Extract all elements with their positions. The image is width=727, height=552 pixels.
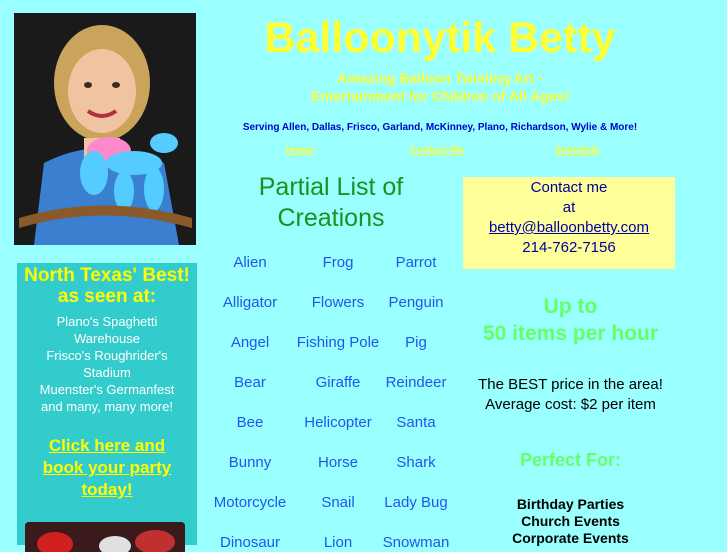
tagline-line-1: Amazing Balloon Twisting Art -: [337, 70, 543, 86]
creations-heading-line-1: Partial List of: [258, 173, 404, 201]
creation-item: Santa: [396, 414, 436, 431]
creation-item: Snail: [321, 494, 355, 511]
creation-item: Angel: [230, 334, 270, 351]
items-per-hour: [463, 293, 678, 347]
event-item: Church Events: [521, 513, 620, 529]
sidebar-heading-line-2: as seen at:: [57, 286, 157, 307]
venue-line: Muenster's Germanfest: [39, 382, 175, 397]
creation-item: Shark: [396, 454, 436, 471]
creation-item: Frog: [322, 254, 354, 271]
venue-line: Warehouse: [74, 331, 140, 346]
creation-item: Lion: [323, 534, 353, 551]
tagline: [230, 69, 650, 105]
venue-line: Plano's Spaghetti: [56, 314, 158, 329]
creation-item: Bear: [234, 374, 266, 391]
creation-item: Penguin: [388, 294, 444, 311]
nav-contact-link[interactable]: Contact Me: [410, 145, 464, 156]
venue-line: and many, many more!: [41, 399, 173, 414]
creations-heading-line-2: Creations: [277, 204, 385, 232]
sidebar-heading: [17, 265, 197, 307]
contact-box: [463, 177, 675, 269]
event-item: Corporate Events: [512, 530, 629, 546]
creation-item: Alien: [233, 254, 267, 271]
sidebar-heading-line-1: North Texas' Best!: [24, 265, 190, 286]
creation-item: Giraffe: [315, 374, 361, 391]
price-line-1: The BEST price in the area!: [478, 376, 663, 393]
creation-item: Fishing Pole: [296, 334, 380, 351]
creations-heading: [236, 172, 426, 234]
service-areas: Serving Allen, Dallas, Frisco, Garland, McKinney, Plano, Richardson, Wylie & More!: [242, 122, 638, 133]
creation-item: Helicopter: [304, 414, 372, 431]
creation-item: Dinosaur: [219, 534, 281, 551]
creation-item: Alligator: [222, 294, 278, 311]
sidebar-box: [17, 263, 197, 545]
perfect-for-heading: Perfect For:: [519, 450, 622, 470]
book-party-link[interactable]: [17, 435, 197, 501]
thumbnail-graphic: [25, 522, 185, 552]
price-info: [463, 375, 678, 415]
cta-line-1: Click here and: [48, 436, 166, 455]
creation-item: Motorcycle: [213, 494, 287, 511]
upto-line-2: 50 items per hour: [482, 322, 659, 345]
cta-line-2: book your party: [42, 458, 172, 477]
cta-line-3: today!: [81, 480, 133, 499]
venue-line: Stadium: [83, 365, 131, 380]
creation-item: Parrot: [395, 254, 437, 271]
creation-item: Bunny: [228, 454, 272, 471]
email-link[interactable]: betty@balloonbetty.com: [488, 219, 650, 236]
creation-item: Reindeer: [385, 374, 447, 391]
event-item: Birthday Parties: [516, 496, 625, 512]
venue-line: Frisco's Roughrider's: [46, 348, 168, 363]
creation-item: Horse: [317, 454, 358, 471]
venues-list: [17, 313, 197, 415]
contact-line-2: at: [562, 199, 576, 216]
creation-item: Snowman: [382, 534, 450, 551]
price-line-2: Average cost: $2 per item: [485, 396, 656, 413]
balloon-photo-illustration: [14, 13, 196, 245]
nav-home-link[interactable]: Home: [286, 145, 314, 156]
contact-line-1: Contact me: [530, 179, 608, 196]
betty-photo: [14, 13, 196, 245]
site-title: Balloonytik Betty: [264, 14, 616, 62]
upto-line-1: Up to: [543, 295, 598, 318]
creation-item: Pig: [405, 334, 427, 351]
phone-number: 214-762-7156: [522, 239, 616, 256]
creation-item: Flowers: [311, 294, 365, 311]
creation-item: Lady Bug: [384, 494, 448, 511]
tagline-line-2: Entertainment for Children of All Ages!: [311, 88, 569, 104]
events-list: [463, 496, 678, 547]
creation-item: Bee: [236, 414, 264, 431]
party-thumbnail-image: [25, 522, 185, 552]
nav-schedule-link[interactable]: Schedule: [555, 145, 600, 156]
